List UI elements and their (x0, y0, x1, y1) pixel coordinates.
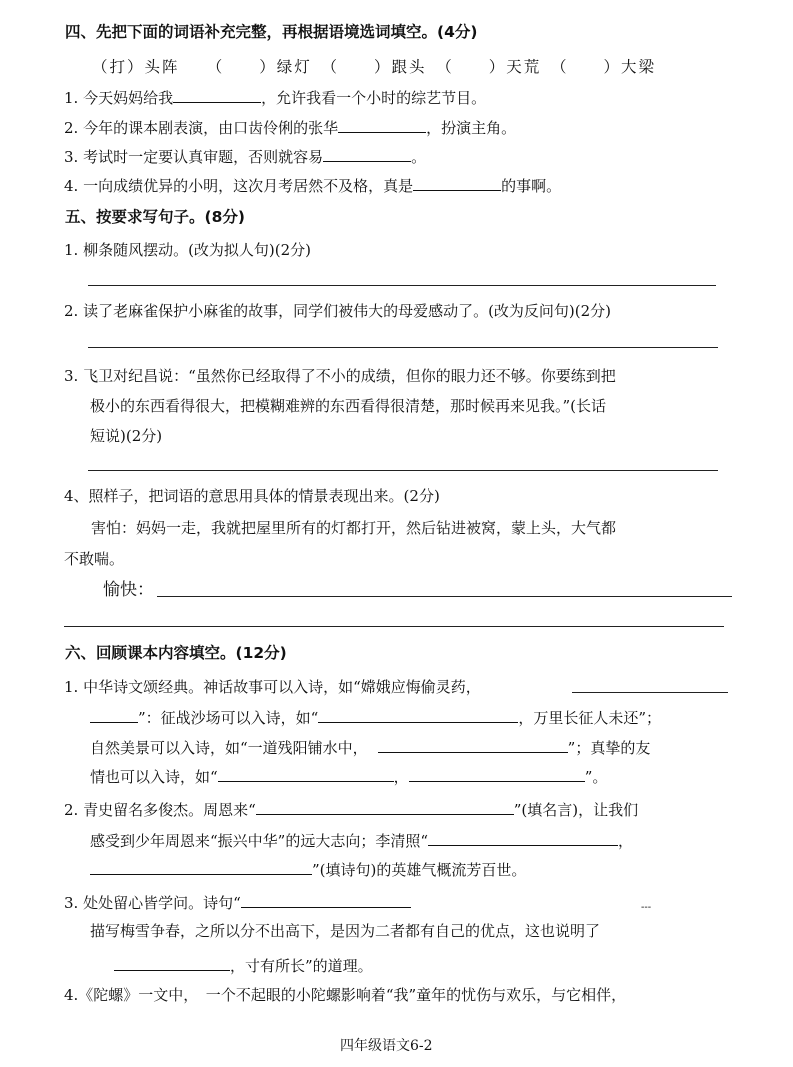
section4-words-row: （打）头阵 （ ）绿灯 （ ）跟头 （ ）天荒 （ ）大梁 (92, 58, 657, 76)
answer-line-happy-2[interactable] (64, 626, 724, 627)
section6-q1-line2: ”：征战沙场可以入诗，如“ ，万里长征人未还”； (90, 707, 661, 728)
section6-q2-line3: ”(填诗句)的英雄气概流芳百世。 (90, 859, 526, 880)
section6-q3-line3: ，寸有所长”的道理。 (114, 955, 373, 976)
blank-6-1c[interactable] (318, 707, 518, 723)
blank-6-1b[interactable] (90, 707, 138, 723)
section4-title: 四、先把下面的词语补充完整，再根据语境选词填空。(4分) (65, 23, 478, 41)
answer-line-5-2[interactable] (88, 347, 718, 348)
section6-q3-mark: --- (641, 902, 652, 913)
blank-6-1f[interactable] (409, 766, 585, 782)
blank-q4-1[interactable] (173, 87, 261, 103)
answer-line-5-1[interactable] (88, 285, 716, 286)
blank-6-3b[interactable] (114, 955, 230, 971)
section5-example-line2: 不敢喘。 (64, 550, 125, 568)
happy-label: 愉快： (103, 580, 154, 600)
blank-6-1a[interactable] (572, 692, 728, 693)
section6-q4-line1: 4.《陀螺》一文中， 一个不起眼的小陀螺影响着“我”童年的忧伤与欢乐，与它相伴， (64, 986, 627, 1004)
blank-6-1e[interactable] (218, 766, 394, 782)
section5-q3-line3: 短说)(2分) (90, 427, 163, 445)
answer-line-happy-1[interactable] (157, 596, 732, 597)
blank-6-2c[interactable] (90, 859, 312, 875)
section4-q3: 3. 考试时一定要认真审题，否则就容易 。 (64, 148, 427, 166)
section5-q3-line1: 3. 飞卫对纪昌说：“虽然你已经取得了不小的成绩，但你的眼力还不够。你要练到把 (64, 367, 616, 385)
section5-q4: 4、照样子，把词语的意思用具体的情景表现出来。(2分) (64, 487, 440, 505)
section5-q1: 1. 柳条随风摆动。(改为拟人句)(2分) (64, 241, 312, 259)
answer-line-5-3[interactable] (88, 470, 718, 471)
section4-q1: 1. 今天妈妈给我 ，允许我看一个小时的综艺节目。 (64, 89, 487, 107)
section6-q2-line1: 2. 青史留名多俊杰。周恩来“ ”(填名言)，让我们 (64, 801, 639, 819)
section6-q1-line4: 情也可以入诗，如“ ， ”。 (90, 768, 608, 786)
section5-title: 五、按要求写句子。(8分) (65, 208, 245, 226)
blank-6-2a[interactable] (256, 799, 514, 815)
section5-q3-line2: 极小的东西看得很大，把模糊难辨的东西看得很清楚，那时候再来见我。”(长话 (90, 397, 607, 415)
section5-example-line1: 害怕：妈妈一走，我就把屋里所有的灯都打开，然后钻进被窝，蒙上头，大气都 (91, 519, 617, 537)
section6-q1-line1: 1. 中华诗文颂经典。神话故事可以入诗，如“嫦娥应悔偷灵药， (64, 678, 481, 696)
page-footer: 四年级语文6-2 (340, 1038, 433, 1054)
section4-q2: 2. 今年的课本剧表演，由口齿伶俐的张华 ，扮演主角。 (64, 119, 517, 137)
section6-q3-line1: 3. 处处留心皆学问。诗句“ (64, 892, 411, 913)
section6-title: 六、回顾课本内容填空。(12分) (65, 644, 287, 662)
blank-6-2b[interactable] (428, 830, 618, 846)
section6-q1-line3: 自然美景可以入诗，如“一道残阳铺水中， ”；真挚的友 (90, 739, 651, 757)
section6-q2-line2: 感受到少年周恩来“振兴中华”的远大志向；李清照“ ， (90, 832, 634, 850)
section4-q4: 4. 一向成绩优异的小明，这次月考居然不及格，真是 的事啊。 (64, 177, 562, 195)
blank-q4-4[interactable] (413, 175, 501, 191)
blank-q4-2[interactable] (338, 117, 426, 133)
blank-q4-3[interactable] (323, 146, 411, 162)
blank-6-3a[interactable] (241, 892, 411, 908)
blank-6-1d[interactable] (378, 737, 568, 753)
section5-q2: 2. 读了老麻雀保护小麻雀的故事，同学们被伟大的母爱感动了。(改为反问句)(2分) (64, 302, 612, 320)
section6-q3-line2: 描写梅雪争春，之所以分不出高下，是因为二者都有自己的优点，这也说明了 (90, 922, 601, 940)
